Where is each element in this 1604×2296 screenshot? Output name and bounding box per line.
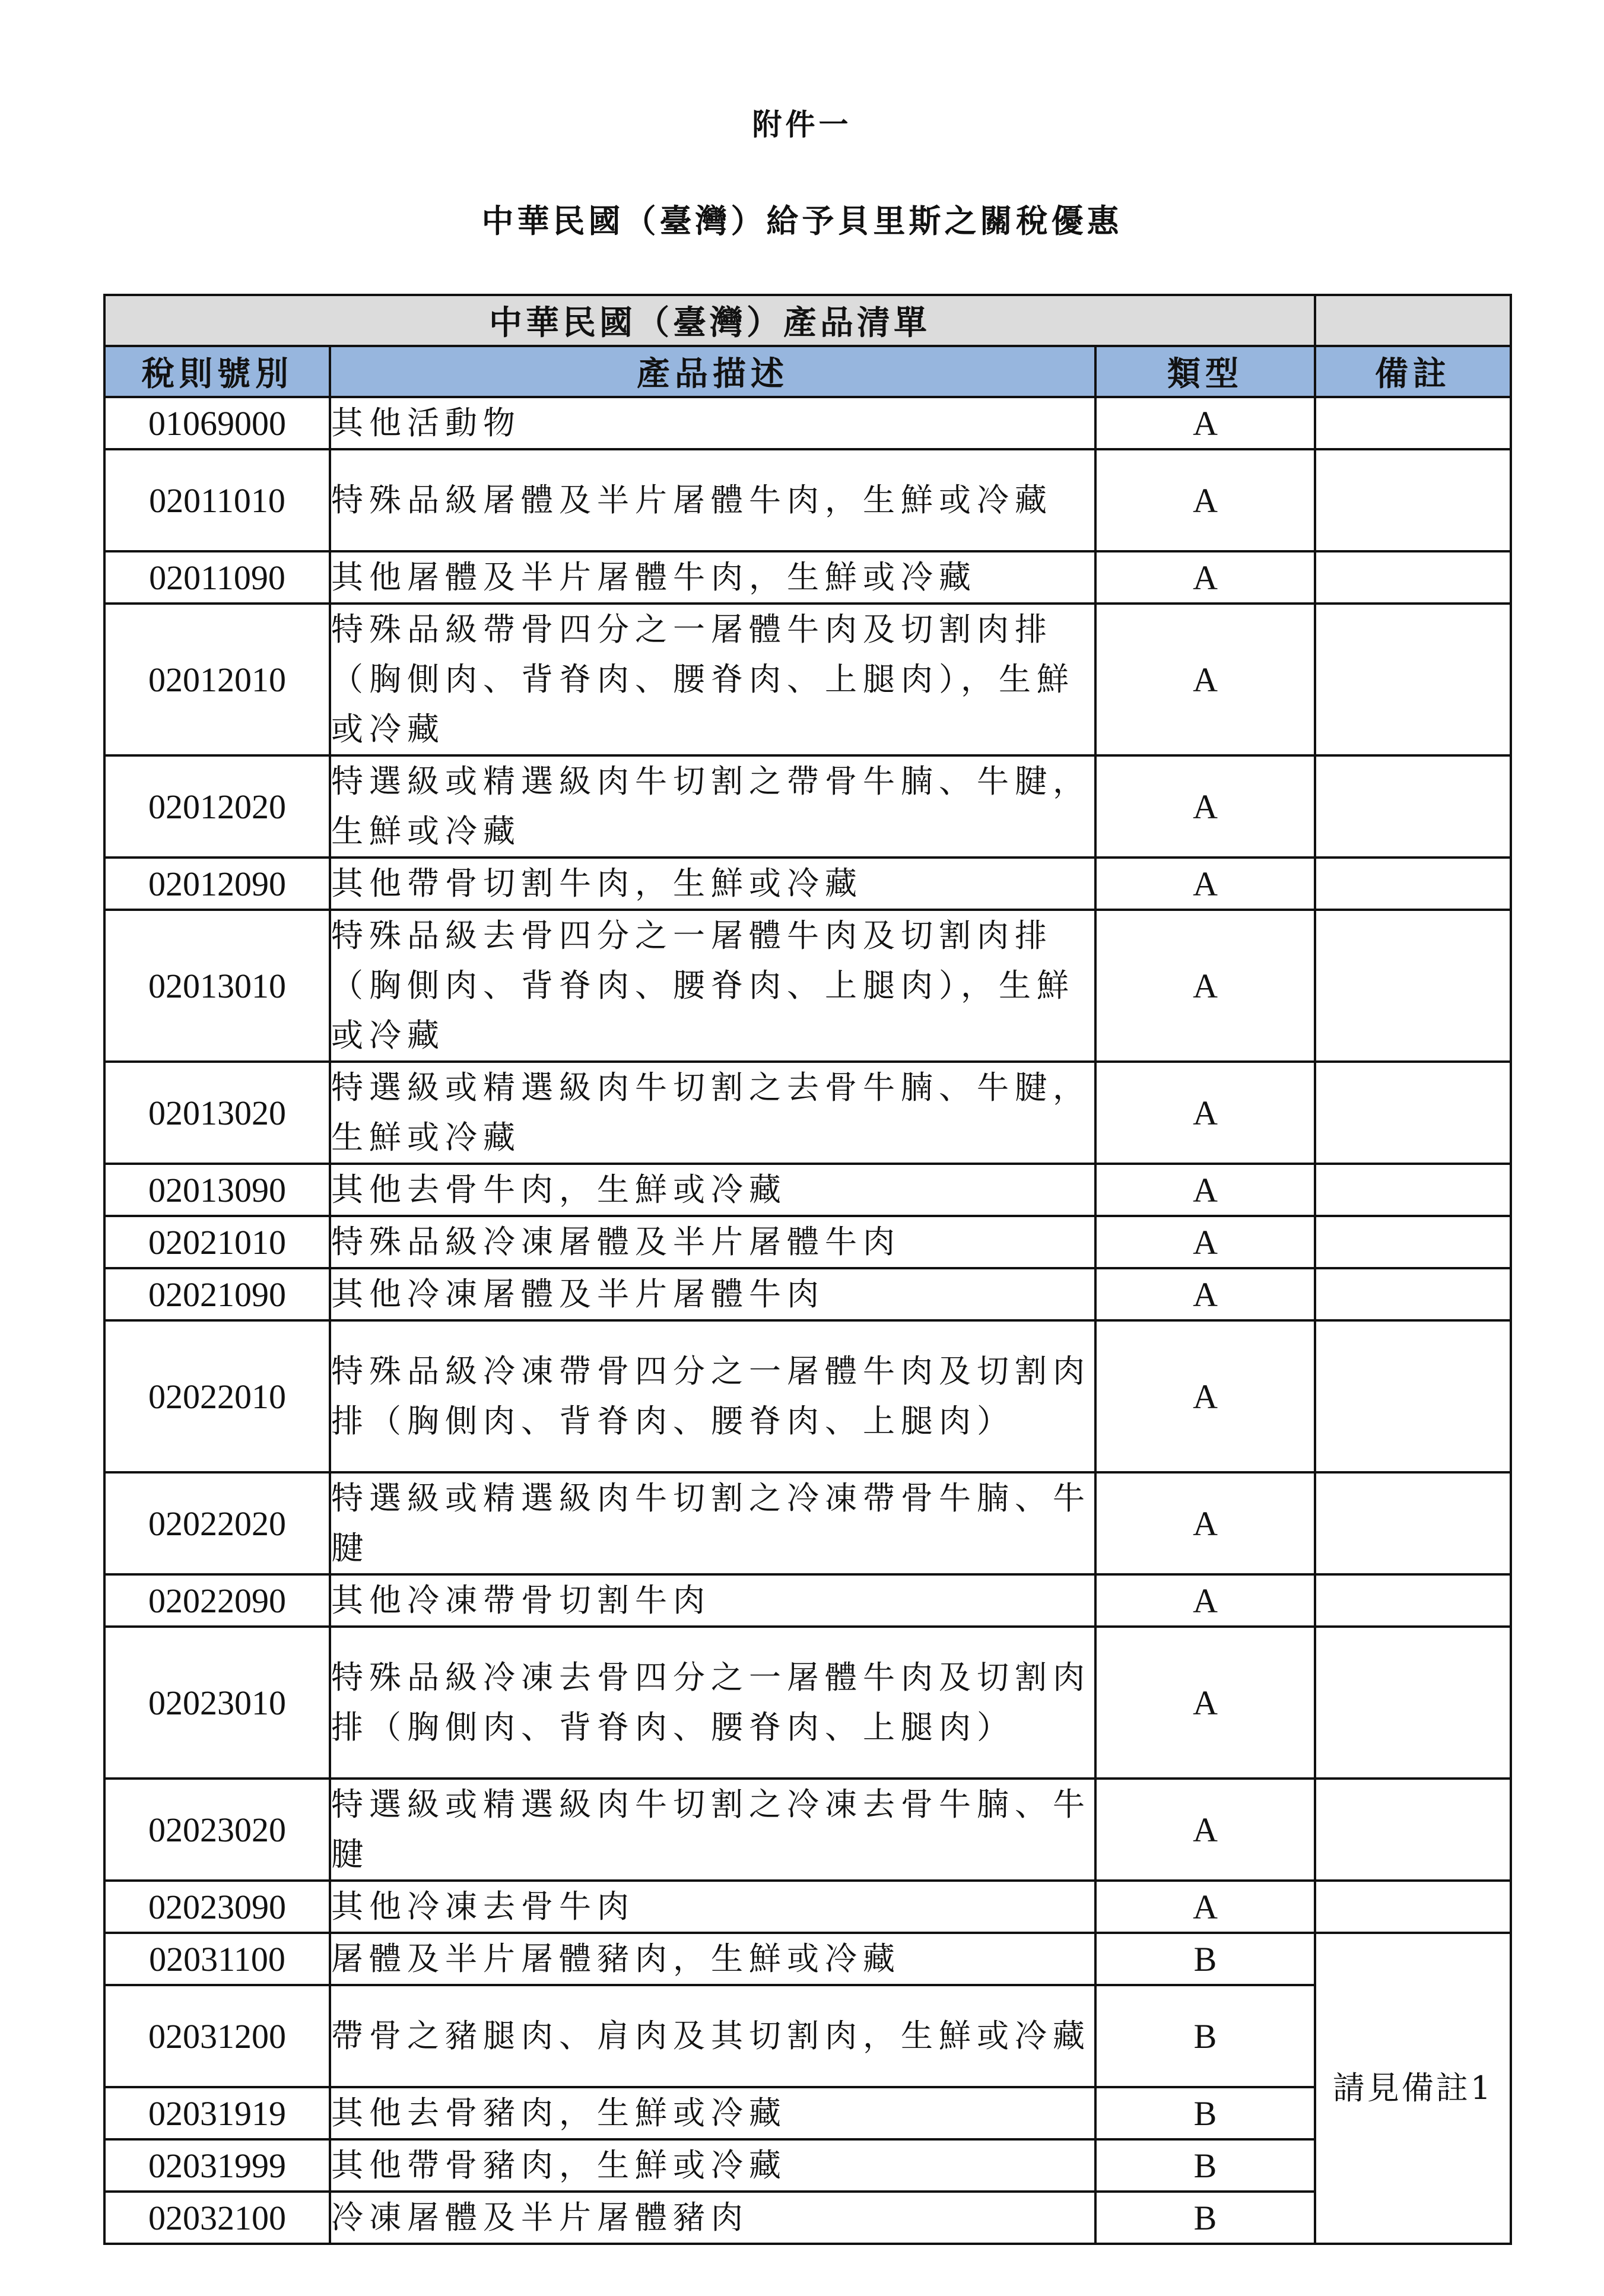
table-header-row: [104, 346, 1511, 397]
tariff-code: 02023010: [104, 1627, 330, 1779]
tariff-code: 01069000: [104, 397, 330, 449]
product-description: 特選級或精選級肉牛切割之冷凍帶骨牛腩、牛腱: [330, 1472, 1095, 1574]
tariff-code: 02012010: [104, 604, 330, 755]
type-value: A: [1095, 910, 1315, 1062]
remark-cell: [1315, 551, 1511, 604]
table-row: [104, 1472, 1511, 1574]
product-description: 其他帶骨豬肉，生鮮或冷藏: [330, 2139, 1095, 2192]
type-value: A: [1095, 1164, 1315, 1216]
remark-note: 請見備註1: [1315, 1933, 1511, 2244]
header-remarks: 備註: [1315, 346, 1511, 397]
type-value: A: [1095, 1779, 1315, 1881]
remark-cell: [1315, 755, 1511, 858]
table-row: [104, 2087, 1511, 2139]
tariff-code: 02013010: [104, 910, 330, 1062]
table-row: [104, 2139, 1511, 2192]
table-row: [104, 604, 1511, 755]
product-description: 特選級或精選級肉牛切割之冷凍去骨牛腩、牛腱: [330, 1779, 1095, 1881]
type-value: A: [1095, 1627, 1315, 1779]
remark-cell: [1315, 1216, 1511, 1268]
header-type: 類型: [1095, 346, 1315, 397]
product-description: 特選級或精選級肉牛切割之帶骨牛腩、牛腱，生鮮或冷藏: [330, 755, 1095, 858]
product-description: 特殊品級冷凍去骨四分之一屠體牛肉及切割肉排（胸側肉、背脊肉、腰脊肉、上腿肉）: [330, 1627, 1095, 1779]
remark-cell: [1315, 910, 1511, 1062]
product-description: 其他活動物: [330, 397, 1095, 449]
table-row: [104, 449, 1511, 551]
type-value: B: [1095, 1985, 1315, 2087]
type-value: B: [1095, 1933, 1315, 1985]
type-value: A: [1095, 1472, 1315, 1574]
product-description: 特殊品級去骨四分之一屠體牛肉及切割肉排（胸側肉、背脊肉、腰脊肉、上腿肉），生鮮或冷藏: [330, 910, 1095, 1062]
tariff-code: 02021090: [104, 1268, 330, 1320]
remark-cell: [1315, 1062, 1511, 1164]
remark-cell: [1315, 1779, 1511, 1881]
type-value: A: [1095, 755, 1315, 858]
tariff-code: 02013090: [104, 1164, 330, 1216]
table-row: [104, 551, 1511, 604]
type-value: B: [1095, 2139, 1315, 2192]
type-value: B: [1095, 2192, 1315, 2244]
table-caption-blank: [1315, 295, 1511, 346]
tariff-code: 02031100: [104, 1933, 330, 1985]
table-row: [104, 1779, 1511, 1881]
product-description: 其他屠體及半片屠體牛肉，生鮮或冷藏: [330, 551, 1095, 604]
remark-cell: [1315, 604, 1511, 755]
table-row: [104, 1320, 1511, 1472]
type-value: A: [1095, 1574, 1315, 1627]
tariff-code: 02012090: [104, 858, 330, 910]
product-description: 其他冷凍屠體及半片屠體牛肉: [330, 1268, 1095, 1320]
table-row: [104, 1216, 1511, 1268]
tariff-code: 02032100: [104, 2192, 330, 2244]
tariff-code: 02022020: [104, 1472, 330, 1574]
type-value: A: [1095, 1216, 1315, 1268]
type-value: B: [1095, 2087, 1315, 2139]
tariff-code: 02021010: [104, 1216, 330, 1268]
product-description: 特殊品級帶骨四分之一屠體牛肉及切割肉排（胸側肉、背脊肉、腰脊肉、上腿肉），生鮮或冷藏: [330, 604, 1095, 755]
remark-cell: [1315, 1574, 1511, 1627]
document-title: 中華民國（臺灣）給予貝里斯之關稅優惠: [481, 202, 1123, 240]
table-row: [104, 1881, 1511, 1933]
product-description: 特選級或精選級肉牛切割之去骨牛腩、牛腱，生鮮或冷藏: [330, 1062, 1095, 1164]
product-description: 其他冷凍去骨牛肉: [330, 1881, 1095, 1933]
remark-cell: [1315, 449, 1511, 551]
table-row: [104, 1062, 1511, 1164]
tariff-code: 02031999: [104, 2139, 330, 2192]
type-value: A: [1095, 1881, 1315, 1933]
remark-cell: [1315, 1268, 1511, 1320]
product-description: 其他冷凍帶骨切割牛肉: [330, 1574, 1095, 1627]
type-value: A: [1095, 397, 1315, 449]
product-description: 其他帶骨切割牛肉，生鮮或冷藏: [330, 858, 1095, 910]
remark-cell: [1315, 1320, 1511, 1472]
type-value: A: [1095, 551, 1315, 604]
table-row: [104, 858, 1511, 910]
product-list-table: [103, 294, 1512, 2245]
tariff-code: 02022090: [104, 1574, 330, 1627]
table-row: [104, 1627, 1511, 1779]
tariff-code: 02013020: [104, 1062, 330, 1164]
remark-cell: [1315, 1627, 1511, 1779]
type-value: A: [1095, 1062, 1315, 1164]
product-description: 屠體及半片屠體豬肉，生鮮或冷藏: [330, 1933, 1095, 1985]
tariff-code: 02012020: [104, 755, 330, 858]
product-description: 特殊品級冷凍帶骨四分之一屠體牛肉及切割肉排（胸側肉、背脊肉、腰脊肉、上腿肉）: [330, 1320, 1095, 1472]
remark-cell: [1315, 1472, 1511, 1574]
tariff-code: 02023090: [104, 1881, 330, 1933]
remark-cell: [1315, 858, 1511, 910]
table-row: [104, 755, 1511, 858]
product-description: 冷凍屠體及半片屠體豬肉: [330, 2192, 1095, 2244]
product-description: 其他去骨豬肉，生鮮或冷藏: [330, 2087, 1095, 2139]
product-description: 特殊品級屠體及半片屠體牛肉，生鮮或冷藏: [330, 449, 1095, 551]
table-caption: 中華民國（臺灣）產品清單: [104, 295, 1315, 346]
type-value: A: [1095, 1320, 1315, 1472]
table-caption-row: [104, 295, 1511, 346]
type-value: A: [1095, 604, 1315, 755]
product-description: 帶骨之豬腿肉、肩肉及其切割肉，生鮮或冷藏: [330, 1985, 1095, 2087]
table-row: [104, 1268, 1511, 1320]
table-row: [104, 397, 1511, 449]
type-value: A: [1095, 449, 1315, 551]
table-row: [104, 1164, 1511, 1216]
tariff-code: 02031200: [104, 1985, 330, 2087]
tariff-code: 02031919: [104, 2087, 330, 2139]
product-description: 其他去骨牛肉，生鮮或冷藏: [330, 1164, 1095, 1216]
header-tariff-code: 稅則號別: [104, 346, 330, 397]
table-row: [104, 1985, 1511, 2087]
type-value: A: [1095, 1268, 1315, 1320]
tariff-code: 02023020: [104, 1779, 330, 1881]
table-row: [104, 910, 1511, 1062]
tariff-code: 02011090: [104, 551, 330, 604]
annex-label: 附件一: [752, 107, 852, 142]
product-description: 特殊品級冷凍屠體及半片屠體牛肉: [330, 1216, 1095, 1268]
tariff-code: 02022010: [104, 1320, 330, 1472]
table-row: [104, 2192, 1511, 2244]
remark-cell: [1315, 1164, 1511, 1216]
type-value: A: [1095, 858, 1315, 910]
header-description: 產品描述: [330, 346, 1095, 397]
remark-cell: [1315, 1881, 1511, 1933]
tariff-code: 02011010: [104, 449, 330, 551]
table-row: [104, 1933, 1511, 1985]
remark-cell: [1315, 397, 1511, 449]
table-row: [104, 1574, 1511, 1627]
